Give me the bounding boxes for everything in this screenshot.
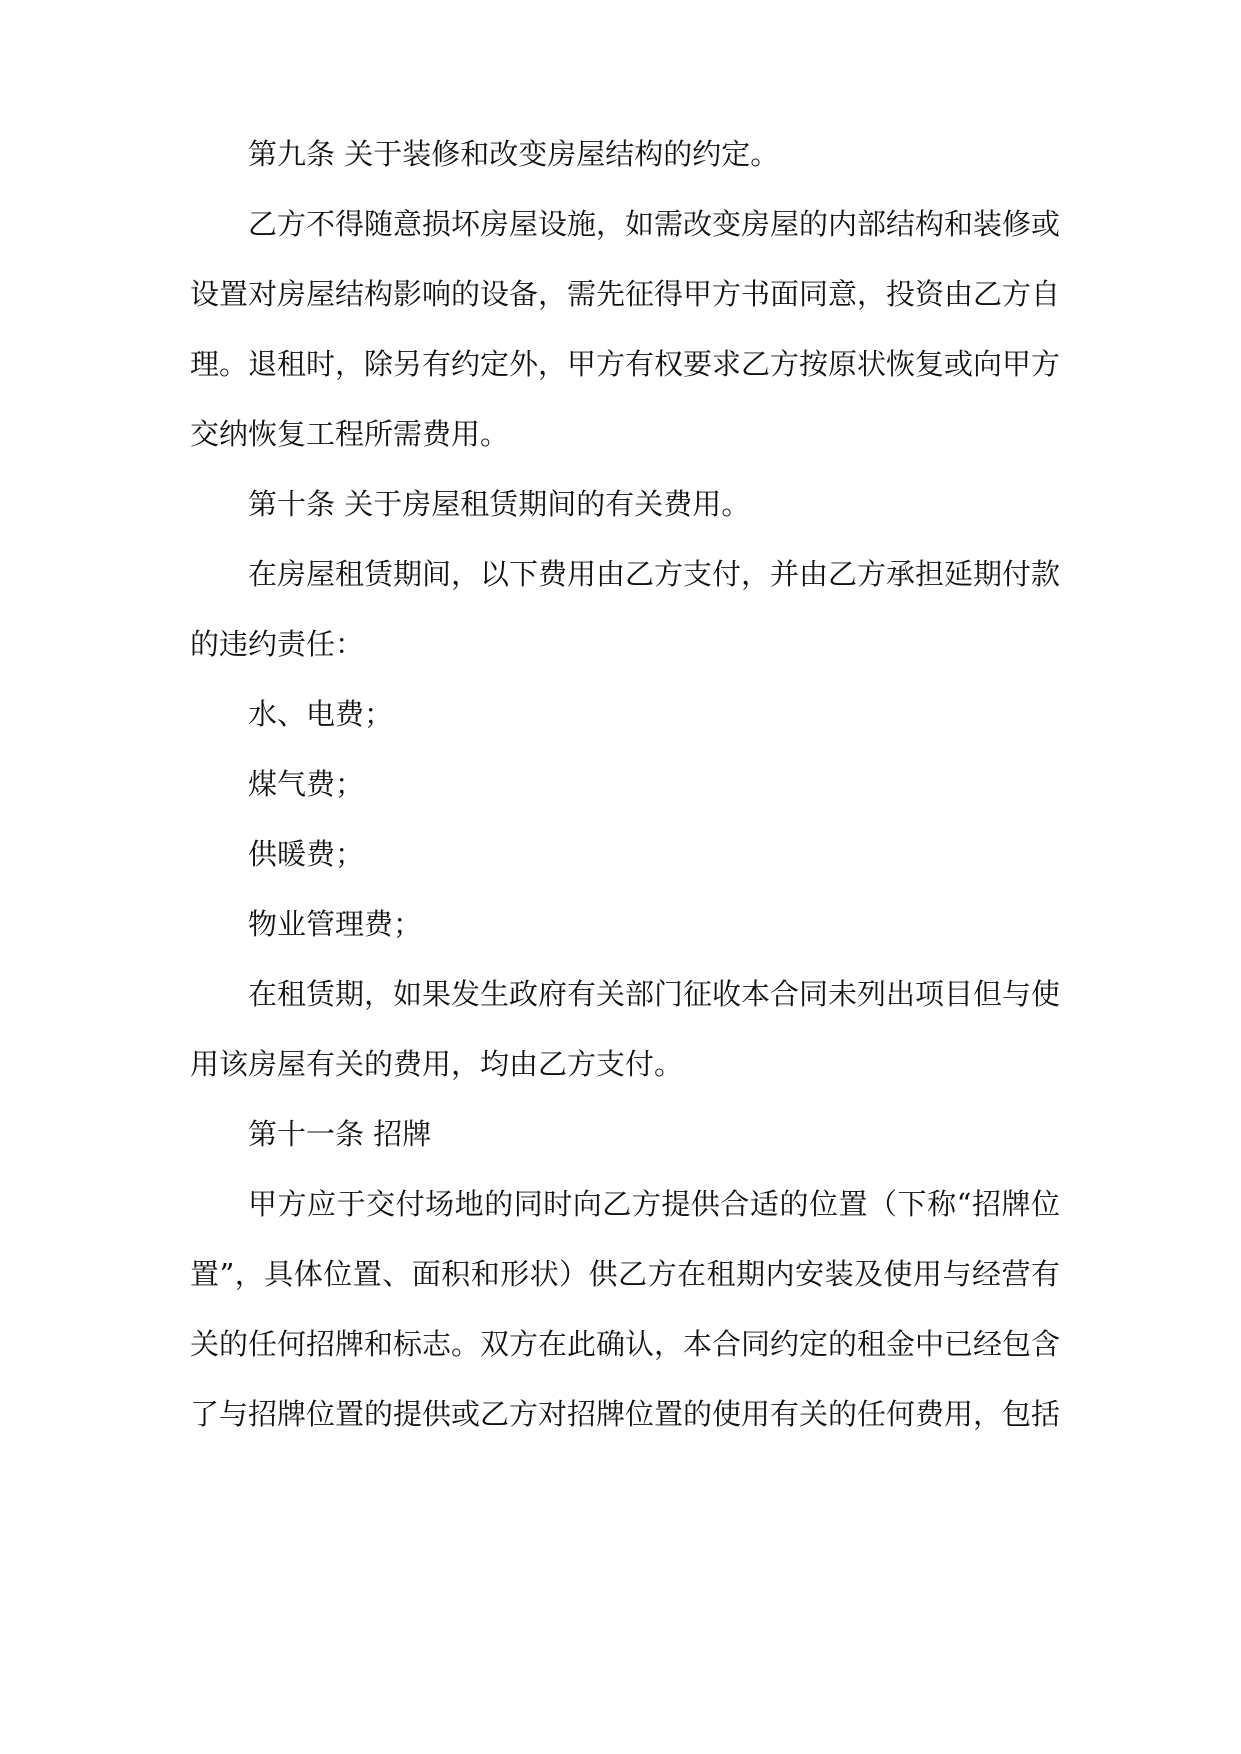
paragraph-line: 交纳恢复工程所需费用。 (190, 417, 510, 451)
paragraph-line: 乙方不得随意损坏房屋设施，如需改变房屋的内部结构和装修或 (248, 207, 1060, 241)
fee-item: 物业管理费； (248, 907, 423, 941)
article-9-heading: 第九条 关于装修和改变房屋结构的约定。 (248, 137, 780, 171)
article-10-heading: 第十条 关于房屋租赁期间的有关费用。 (248, 487, 751, 521)
paragraph-line: 理。退租时，除另有约定外，甲方有权要求乙方按原状恢复或向甲方 (190, 347, 1060, 381)
paragraph-line: 关的任何招牌和标志。双方在此确认，本合同约定的租金中已经包含 (190, 1327, 1060, 1361)
paragraph-line: 的违约责任： (190, 627, 365, 661)
paragraph-line: 设置对房屋结构影响的设备，需先征得甲方书面同意，投资由乙方自 (190, 277, 1060, 311)
paragraph-line: 在租赁期，如果发生政府有关部门征收本合同未列出项目但与使 (248, 977, 1060, 1011)
fee-item: 供暖费； (248, 837, 365, 871)
paragraph-line: 在房屋租赁期间，以下费用由乙方支付，并由乙方承担延期付款 (248, 557, 1060, 591)
paragraph-line: 用该房屋有关的费用，均由乙方支付。 (190, 1047, 684, 1081)
fee-item: 煤气费； (248, 767, 365, 801)
paragraph-line: 置”，具体位置、面积和形状）供乙方在租期内安装及使用与经营有 (190, 1257, 1060, 1291)
paragraph-line: 了与招牌位置的提供或乙方对招牌位置的使用有关的任何费用，包括 (190, 1397, 1060, 1431)
article-11-heading: 第十一条 招牌 (248, 1117, 432, 1151)
fee-item: 水、电费； (248, 697, 394, 731)
paragraph-line: 甲方应于交付场地的同时向乙方提供合适的位置（下称“招牌位 (248, 1187, 1060, 1221)
